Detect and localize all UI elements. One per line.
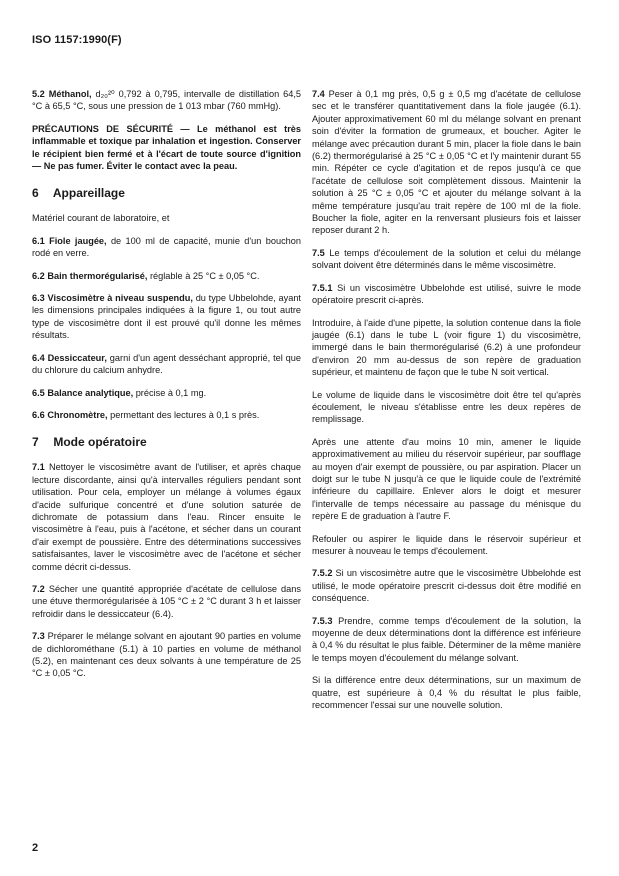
clause-text: réglable à 25 °C ± 0,05 °C.	[147, 270, 260, 281]
clause-7-5-1-paragraph: Introduire, à l'aide d'une pipette, la solution contenue dans la fiole jaugée (6.1) dans le tube L (voir figure 1) du viscosimètre, immergé dans le bain thermorégularisé (6.2) à une profondeur d'environ 20 mm au-dessus de son repère de graduation supérieur, et maintenu de façon que le tube N soit vertical.	[312, 317, 581, 378]
clause-7-5-3	[312, 615, 581, 665]
clause-text: du type Ubbelohde, ayant les dimensions principales indiquées à la figure 1, ou tout autre type de viscosimètre dont il est prouvé qu'il donne les mêmes résultats.	[32, 293, 301, 341]
safety-precautions: PRÉCAUTIONS DE SÉCURITÉ — Le méthanol est très inflammable et toxique par inhalation et ingestion. Conserver le récipient bien fermé et à l'écart de toute source d'ignition — Ne pas fumer. Éviter le contact avec la peau.	[32, 123, 301, 172]
clause-text: garni d'un agent desséchant approprié, tel que du chlorure du calcium anhydre.	[32, 352, 301, 376]
clause-title: Bain thermorégularisé,	[47, 270, 148, 281]
clause-7-5-2	[312, 567, 581, 604]
right-column	[312, 88, 581, 721]
clause-number: 7.3	[32, 631, 45, 642]
clause-number: 6.4	[32, 352, 45, 363]
clause-number: 6.6	[32, 409, 45, 420]
clause-7-5-1-paragraph: Après une attente d'au moins 10 min, amener le liquide approximativement au milieu du réservoir supérieur, par soufflage au moyen d'air exempt de poussière, ou par aspiration. Placer un doigt sur le tube N jusqu'à ce que le liquide coule de l'extrémité inférieure du capillaire. Enlever alors le doigt et mesurer l'intervalle de temps nécessaire au passage du ménisque du repère E de graduation à l'autre F.	[312, 436, 581, 522]
page-number: 2	[32, 842, 39, 854]
section-number: 6	[32, 186, 39, 201]
clause-7-5-1	[312, 282, 581, 307]
clause-text: Prendre, comme temps d'écoulement de la solution, la moyenne de deux déterminations dont la différence est inférieure à 0,4 % du résultat le plus faible. Déterminer de la même manière le temps moyen d'écoulement du mélange solvant.	[312, 615, 581, 663]
clause-number: 7.5	[312, 247, 325, 258]
clause-text: d₂₀²⁰ 0,792 à 0,795, intervalle de distillation 64,5 °C à 65,5 °C, sous une pression de 1 013 mbar (760 mmHg).	[32, 89, 301, 112]
clause-number: 7.4	[312, 89, 325, 99]
clause-number: 7.5.1	[312, 282, 333, 293]
clause-title: Viscosimètre à niveau suspendu,	[47, 293, 193, 304]
clause-text: Le temps d'écoulement de la solution et celui du mélange solvant doivent être déterminés dans le même viscosimètre.	[312, 247, 581, 271]
clause-6-5	[32, 387, 301, 399]
clause-7-3	[32, 630, 301, 680]
section-number: 7	[32, 435, 39, 450]
left-column	[32, 88, 301, 690]
clause-number: 7.5.3	[312, 615, 333, 626]
clause-number: 6.2	[32, 270, 45, 281]
clause-text: Peser à 0,1 mg près, 0,5 g ± 0,5 mg d'acétate de cellulose sec et le transférer quantitativement dans la fiole jaugée (6.1). Ajouter approximativement 60 ml du mélange solvant en prenant soin d'éviter la formation de grumeaux, et boucher. Agiter le mélange avec précaution durant 5 min, placer la fiole dans le bain (6.2) thermorégularisé à 25 °C ± 0,05 °C et l'y maintenir durant 55 min. Répéter ce cycle d'agitation et de repos jusqu'à ce que l'acétate de cellulose soit complètement dissous. Maintenir la solution à 25 °C ± 0,05 °C et ajouter du mélange solvant à la même température jusqu'au trait repère de 100 ml de la fiole. Boucher la fiole, agiter en la renversant plusieurs fois et laisser reposer durant 2 h.	[312, 89, 581, 236]
clause-text: de 100 ml de capacité, munie d'un bouchon rodé en verre.	[32, 235, 301, 259]
section-heading-6	[32, 186, 301, 200]
clause-title: Dessiccateur,	[47, 352, 107, 363]
clause-7-5-1-paragraph: Le volume de liquide dans le viscosimètre doit être tel qu'après écoulement, le niveau s'établisse entre les deux repères de remplissage.	[312, 389, 581, 425]
clause-number: 6.5	[32, 387, 45, 398]
clause-title: Méthanol,	[48, 89, 92, 99]
document-header: ISO 1157:1990(F)	[32, 34, 122, 46]
clause-text: Préparer le mélange solvant en ajoutant 90 parties en volume de dichlorométhane (5.1) à 10 parties en volume de méthanol (5.2), en maintenant ces deux solvants à une température de 25 °C ± 0,05 °C.	[32, 631, 301, 679]
section-6-intro: Matériel courant de laboratoire, et	[32, 213, 170, 224]
clause-number: 7.1	[32, 462, 45, 473]
clause-text: permettant des lectures à 0,1 s près.	[107, 409, 260, 420]
clause-text: Sécher une quantité appropriée d'acétate de cellulose dans une étuve thermorégularisée à 105 °C ± 2 °C durant 3 h et laisser refroidir dans le dessiccateur (6.4).	[32, 583, 301, 619]
clause-text: Si un viscosimètre autre que le viscosimètre Ubbelohde est utilisé, le mode opératoire prescrit ci-dessus doit être modifié en conséquence.	[312, 568, 581, 604]
clause-number: 6.3	[32, 293, 45, 304]
clause-text: Nettoyer le viscosimètre avant de l'utiliser, et après chaque lecture discordante, ainsi qu'à intervalles réguliers pendant sont utilisation. Pour cela, employer un mélange à volumes égaux d'acide sulfurique concentré et d'une solution saturée de dichromate de potassium dans l'eau. Rincer ensuite le viscosimètre à l'eau, puis à l'acétone, et sécher dans un courant d'air exempt de poussière. Entre des déterminations successives satisfaisantes, laver le viscosimètre avec de l'acétone et sécher comme décrit ci-dessus.	[32, 462, 302, 572]
clause-7-5-3-paragraph: Si la différence entre deux déterminations, sur un maximum de quatre, est supérieure à 0,4 % du résultat le plus faible, recommencer l'essai sur une nouvelle solution.	[312, 675, 581, 711]
clause-title: Fiole jaugée,	[49, 235, 107, 246]
clause-number: 5.2	[32, 89, 45, 99]
clause-number: 7.2	[32, 583, 45, 594]
section-title: Mode opératoire	[53, 435, 147, 450]
section-title: Appareillage	[52, 186, 125, 201]
clause-number: 6.1	[32, 235, 45, 246]
clause-7-5-1-paragraph: Refouler ou aspirer le liquide dans le réservoir supérieur et mesurer à nouveau le temps d'écoulement.	[312, 533, 581, 556]
clause-7-1	[32, 461, 301, 573]
clause-6-3	[32, 292, 301, 342]
clause-text: précise à 0,1 mg.	[133, 387, 207, 398]
clause-6-1	[32, 235, 301, 260]
clause-6-6	[32, 409, 301, 421]
clause-6-2	[32, 270, 301, 282]
clause-7-4	[312, 88, 581, 237]
clause-title: Chronomètre,	[47, 409, 108, 420]
clause-text: Si un viscosimètre Ubbelohde est utilisé, suivre le mode opératoire prescrit ci-après.	[312, 282, 581, 306]
section-heading-7	[32, 435, 301, 449]
clause-7-2	[32, 583, 301, 620]
clause-7-5	[312, 247, 581, 272]
clause-title: Balance analytique,	[47, 387, 134, 398]
clause-6-4	[32, 352, 301, 377]
clause-number: 7.5.2	[312, 568, 333, 579]
clause-5-2	[32, 88, 301, 113]
